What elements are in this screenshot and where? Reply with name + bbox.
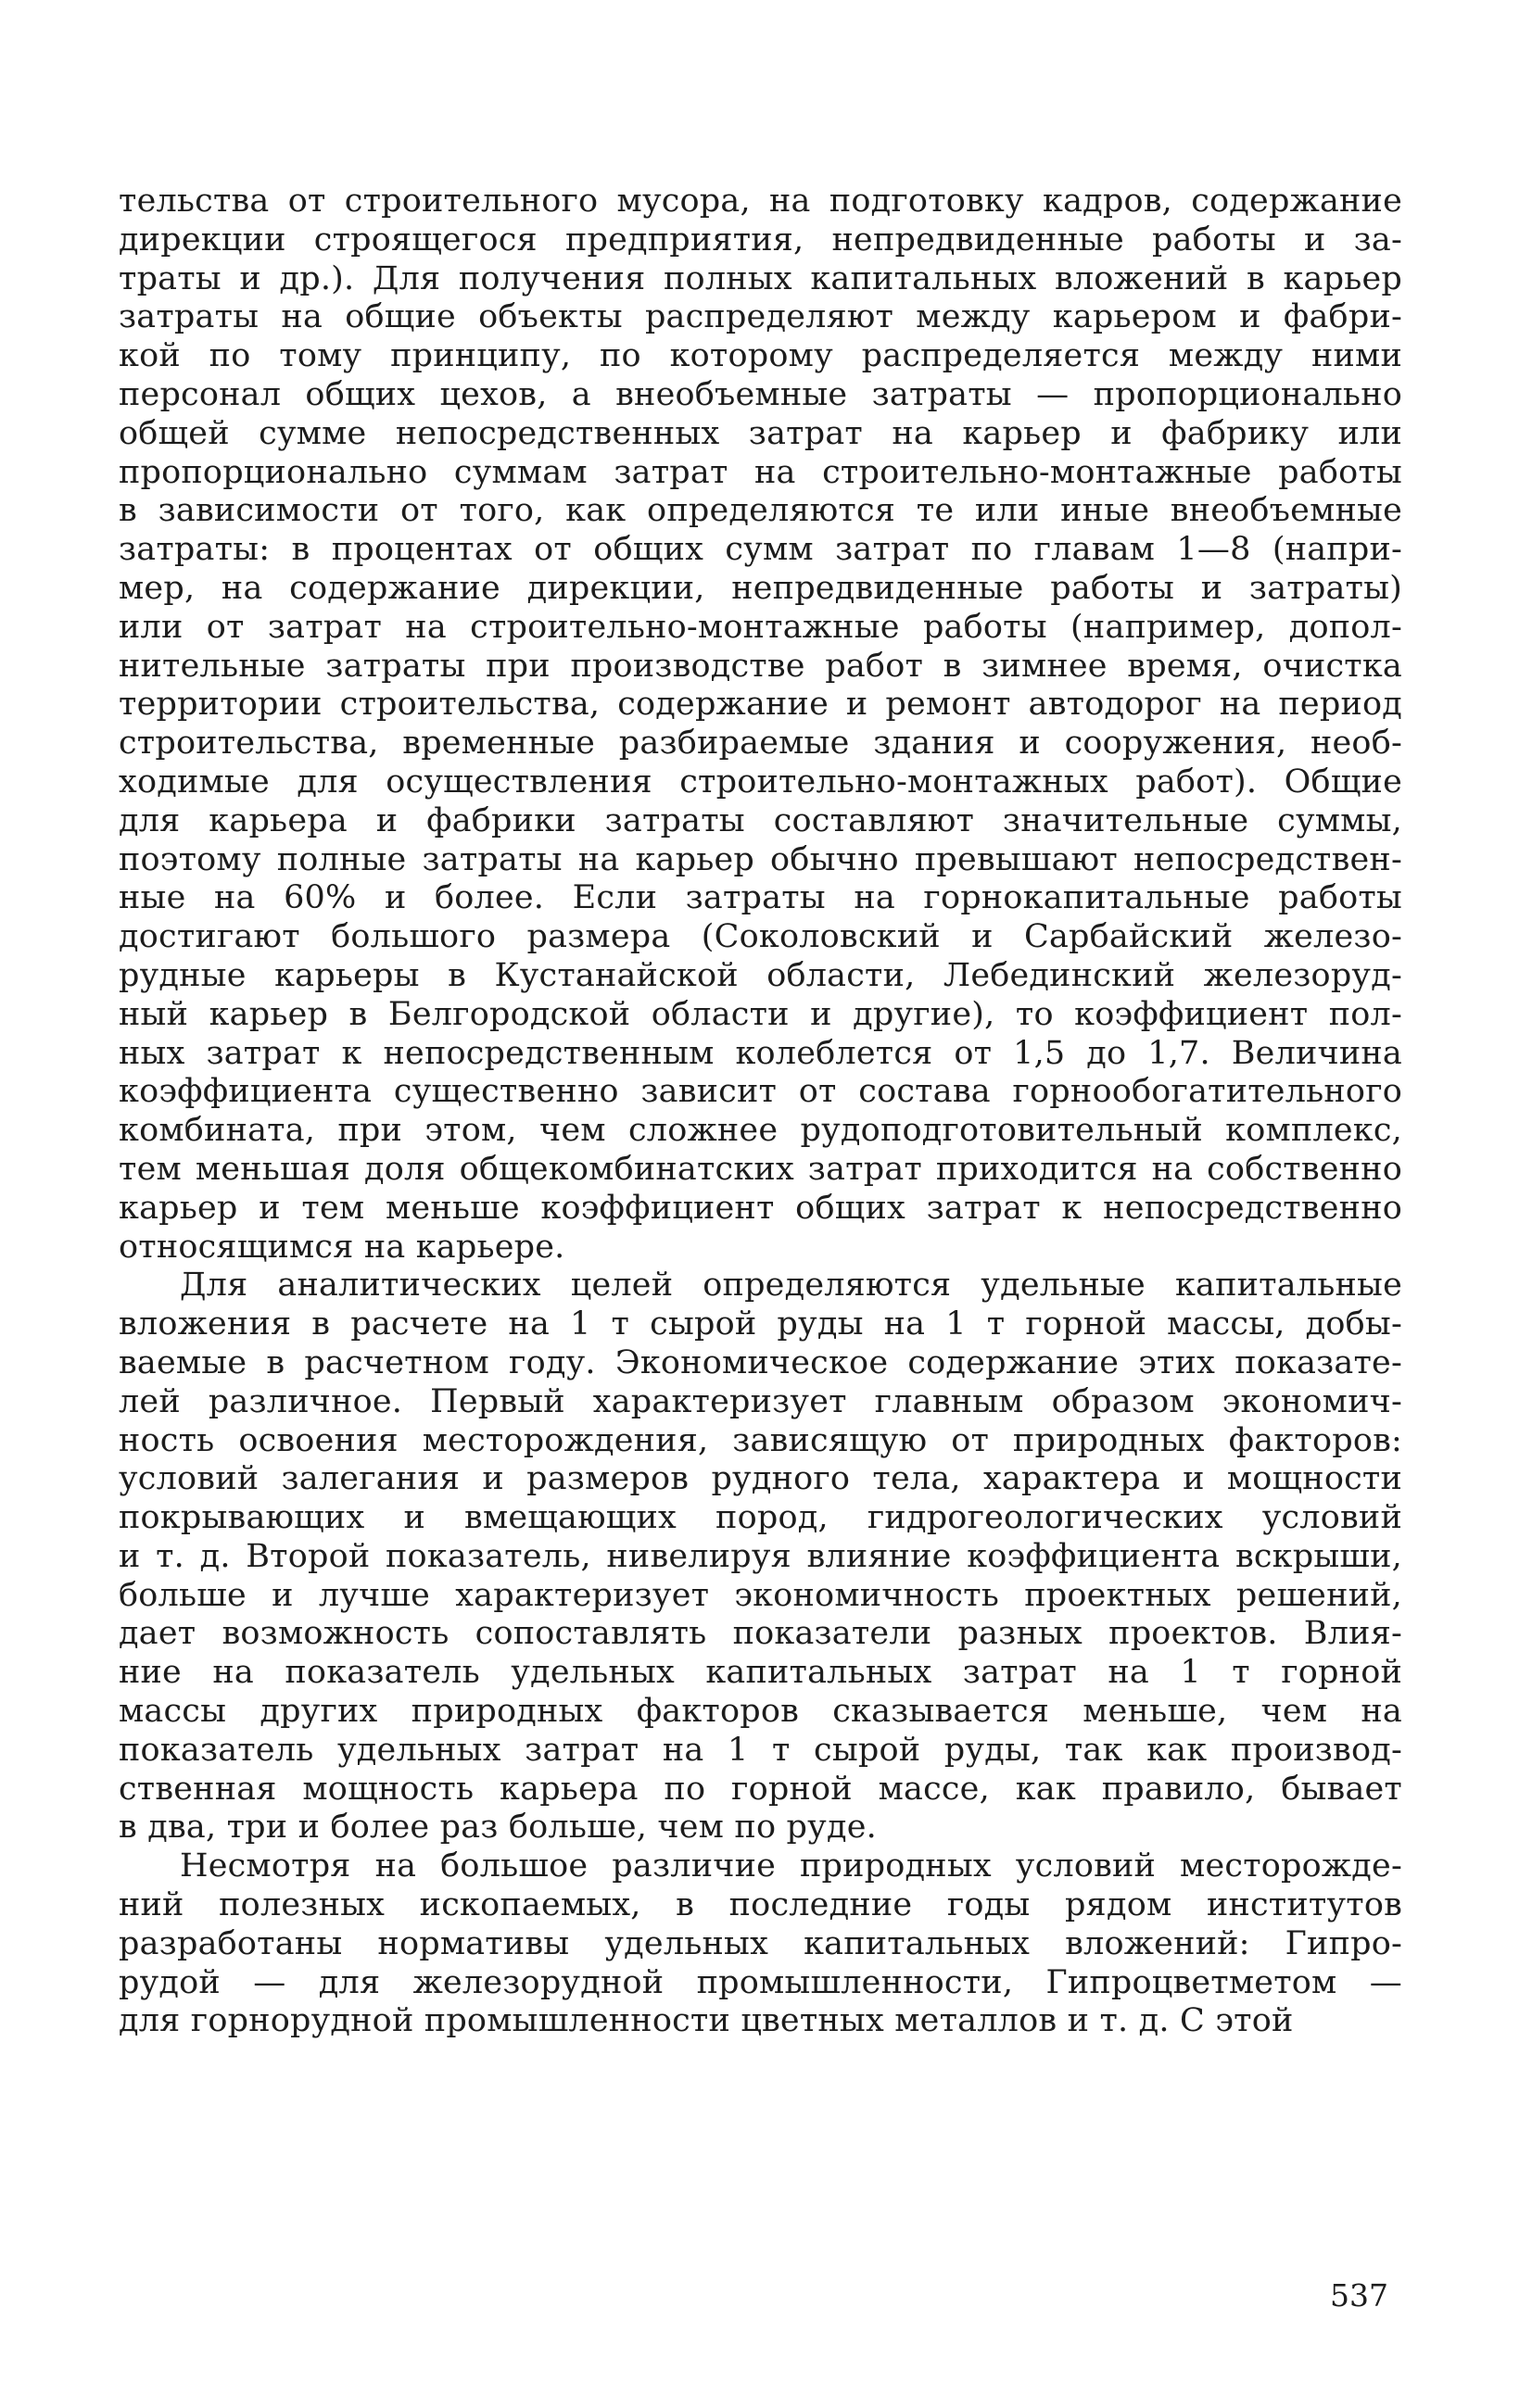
text-line: рудой — для железорудной промышленности, Гипроцветметом — <box>119 1963 1402 2001</box>
text-line: затраты на общие объекты распределяют между карьером и фабри- <box>119 298 1402 336</box>
text-line: в два, три и более раз больше, чем по руде. <box>119 1809 877 1847</box>
text-line: вложения в расчете на 1 т сырой руды на 1 т горной массы, добы- <box>119 1305 1402 1343</box>
text-line: персонал общих цехов, а внеобъемные затраты — пропорционально <box>119 375 1402 413</box>
text-line: кой по тому принципу, по которому распределяется между ними <box>119 337 1402 375</box>
text-line: мер, на содержание дирекции, непредвиденные работы и затраты) <box>119 569 1402 607</box>
text-line: и т. д. Второй показатель, нивелируя влияние коэффициента вскрыши, <box>119 1537 1402 1575</box>
text-line: нительные затраты при производстве работ в зимнее время, очистка <box>119 647 1402 685</box>
text-line: пропорционально суммам затрат на строительно-монтажные работы <box>119 453 1402 491</box>
text-line: массы других природных факторов сказывается меньше, чем на <box>119 1693 1402 1731</box>
text-line: затраты: в процентах от общих сумм затрат по главам 1—8 (напри- <box>119 531 1402 569</box>
text-line: карьер и тем меньше коэффициент общих затрат к непосредственно <box>119 1189 1402 1227</box>
text-line: дирекции строящегося предприятия, непредвиденные работы и за- <box>119 221 1402 258</box>
text-line: траты и др.). Для получения полных капитальных вложений в карьер <box>119 259 1402 297</box>
text-line: дает возможность сопоставлять показатели разных проектов. Влия- <box>119 1615 1402 1653</box>
text-line: ственная мощность карьера по горной массе, как правило, бывает <box>119 1770 1402 1808</box>
text-line: комбината, при этом, чем сложнее рудоподготовительный комплекс, <box>119 1112 1402 1150</box>
paragraph-3 <box>119 1847 1402 2041</box>
text-line: ходимые для осуществления строительно-монтажных работ). Общие <box>119 763 1402 801</box>
text-line: разработаны нормативы удельных капитальных вложений: Гипро- <box>119 1924 1402 1962</box>
text-line: тельства от строительного мусора, на подготовку кадров, содержание <box>119 183 1402 220</box>
text-line: территории строительства, содержание и ремонт автодорог на период <box>119 686 1402 724</box>
text-line: Несмотря на большое различие природных условий месторожде- <box>180 1847 1402 1885</box>
text-line: для горнорудной промышленности цветных металлов и т. д. С этой <box>119 2002 1294 2040</box>
text-line: общей сумме непосредственных затрат на карьер и фабрику или <box>119 414 1402 452</box>
text-line: Для аналитических целей определяются удельные капитальные <box>180 1267 1402 1305</box>
text-line: строительства, временные разбираемые здания и сооружения, необ- <box>119 725 1402 763</box>
text-line: больше и лучше характеризует экономичность проектных решений, <box>119 1576 1402 1614</box>
text-line: ний полезных ископаемых, в последние годы рядом институтов <box>119 1886 1402 1924</box>
text-line: покрывающих и вмещающих пород, гидрогеологических условий <box>119 1499 1402 1537</box>
page-number: 537 <box>1330 2277 1388 2313</box>
text-line: ный карьер в Белгородской области и другие), то коэффициент пол- <box>119 995 1402 1033</box>
text-line: поэтому полные затраты на карьер обычно превышают непосредствен- <box>119 840 1402 878</box>
paragraph-2 <box>119 1267 1402 1847</box>
text-line: тем меньшая доля общекомбинатских затрат приходится на собственно <box>119 1150 1402 1188</box>
text-line: ных затрат к непосредственным колеблется от 1,5 до 1,7. Величина <box>119 1034 1402 1072</box>
text-line: показатель удельных затрат на 1 т сырой руды, так как производ- <box>119 1731 1402 1769</box>
text-line: условий залегания и размеров рудного тела, характера и мощности <box>119 1460 1402 1498</box>
text-line: в зависимости от того, как определяются те или иные внеобъемные <box>119 492 1402 530</box>
text-line: ность освоения месторождения, зависящую от природных факторов: <box>119 1421 1402 1459</box>
text-line: достигают большого размера (Соколовский и Сарбайский железо- <box>119 918 1402 956</box>
text-line: ваемые в расчетном году. Экономическое содержание этих показате- <box>119 1343 1402 1381</box>
text-line: для карьера и фабрики затраты составляют значительные суммы, <box>119 801 1402 839</box>
text-line: лей различное. Первый характеризует главным образом экономич- <box>119 1382 1402 1420</box>
text-line: или от затрат на строительно-монтажные работы (например, допол- <box>119 608 1402 646</box>
text-line: ние на показатель удельных капитальных затрат на 1 т горной <box>119 1654 1402 1692</box>
text-line: коэффициента существенно зависит от состава горнообогатительного <box>119 1073 1402 1111</box>
paragraph-1 <box>119 183 1402 1267</box>
text-line: ные на 60% и более. Если затраты на горнокапитальные работы <box>119 879 1402 917</box>
page-body <box>119 183 1402 2041</box>
text-line: относящимся на карьере. <box>119 1228 565 1266</box>
text-line: рудные карьеры в Кустанайской области, Лебединский железоруд- <box>119 956 1402 994</box>
